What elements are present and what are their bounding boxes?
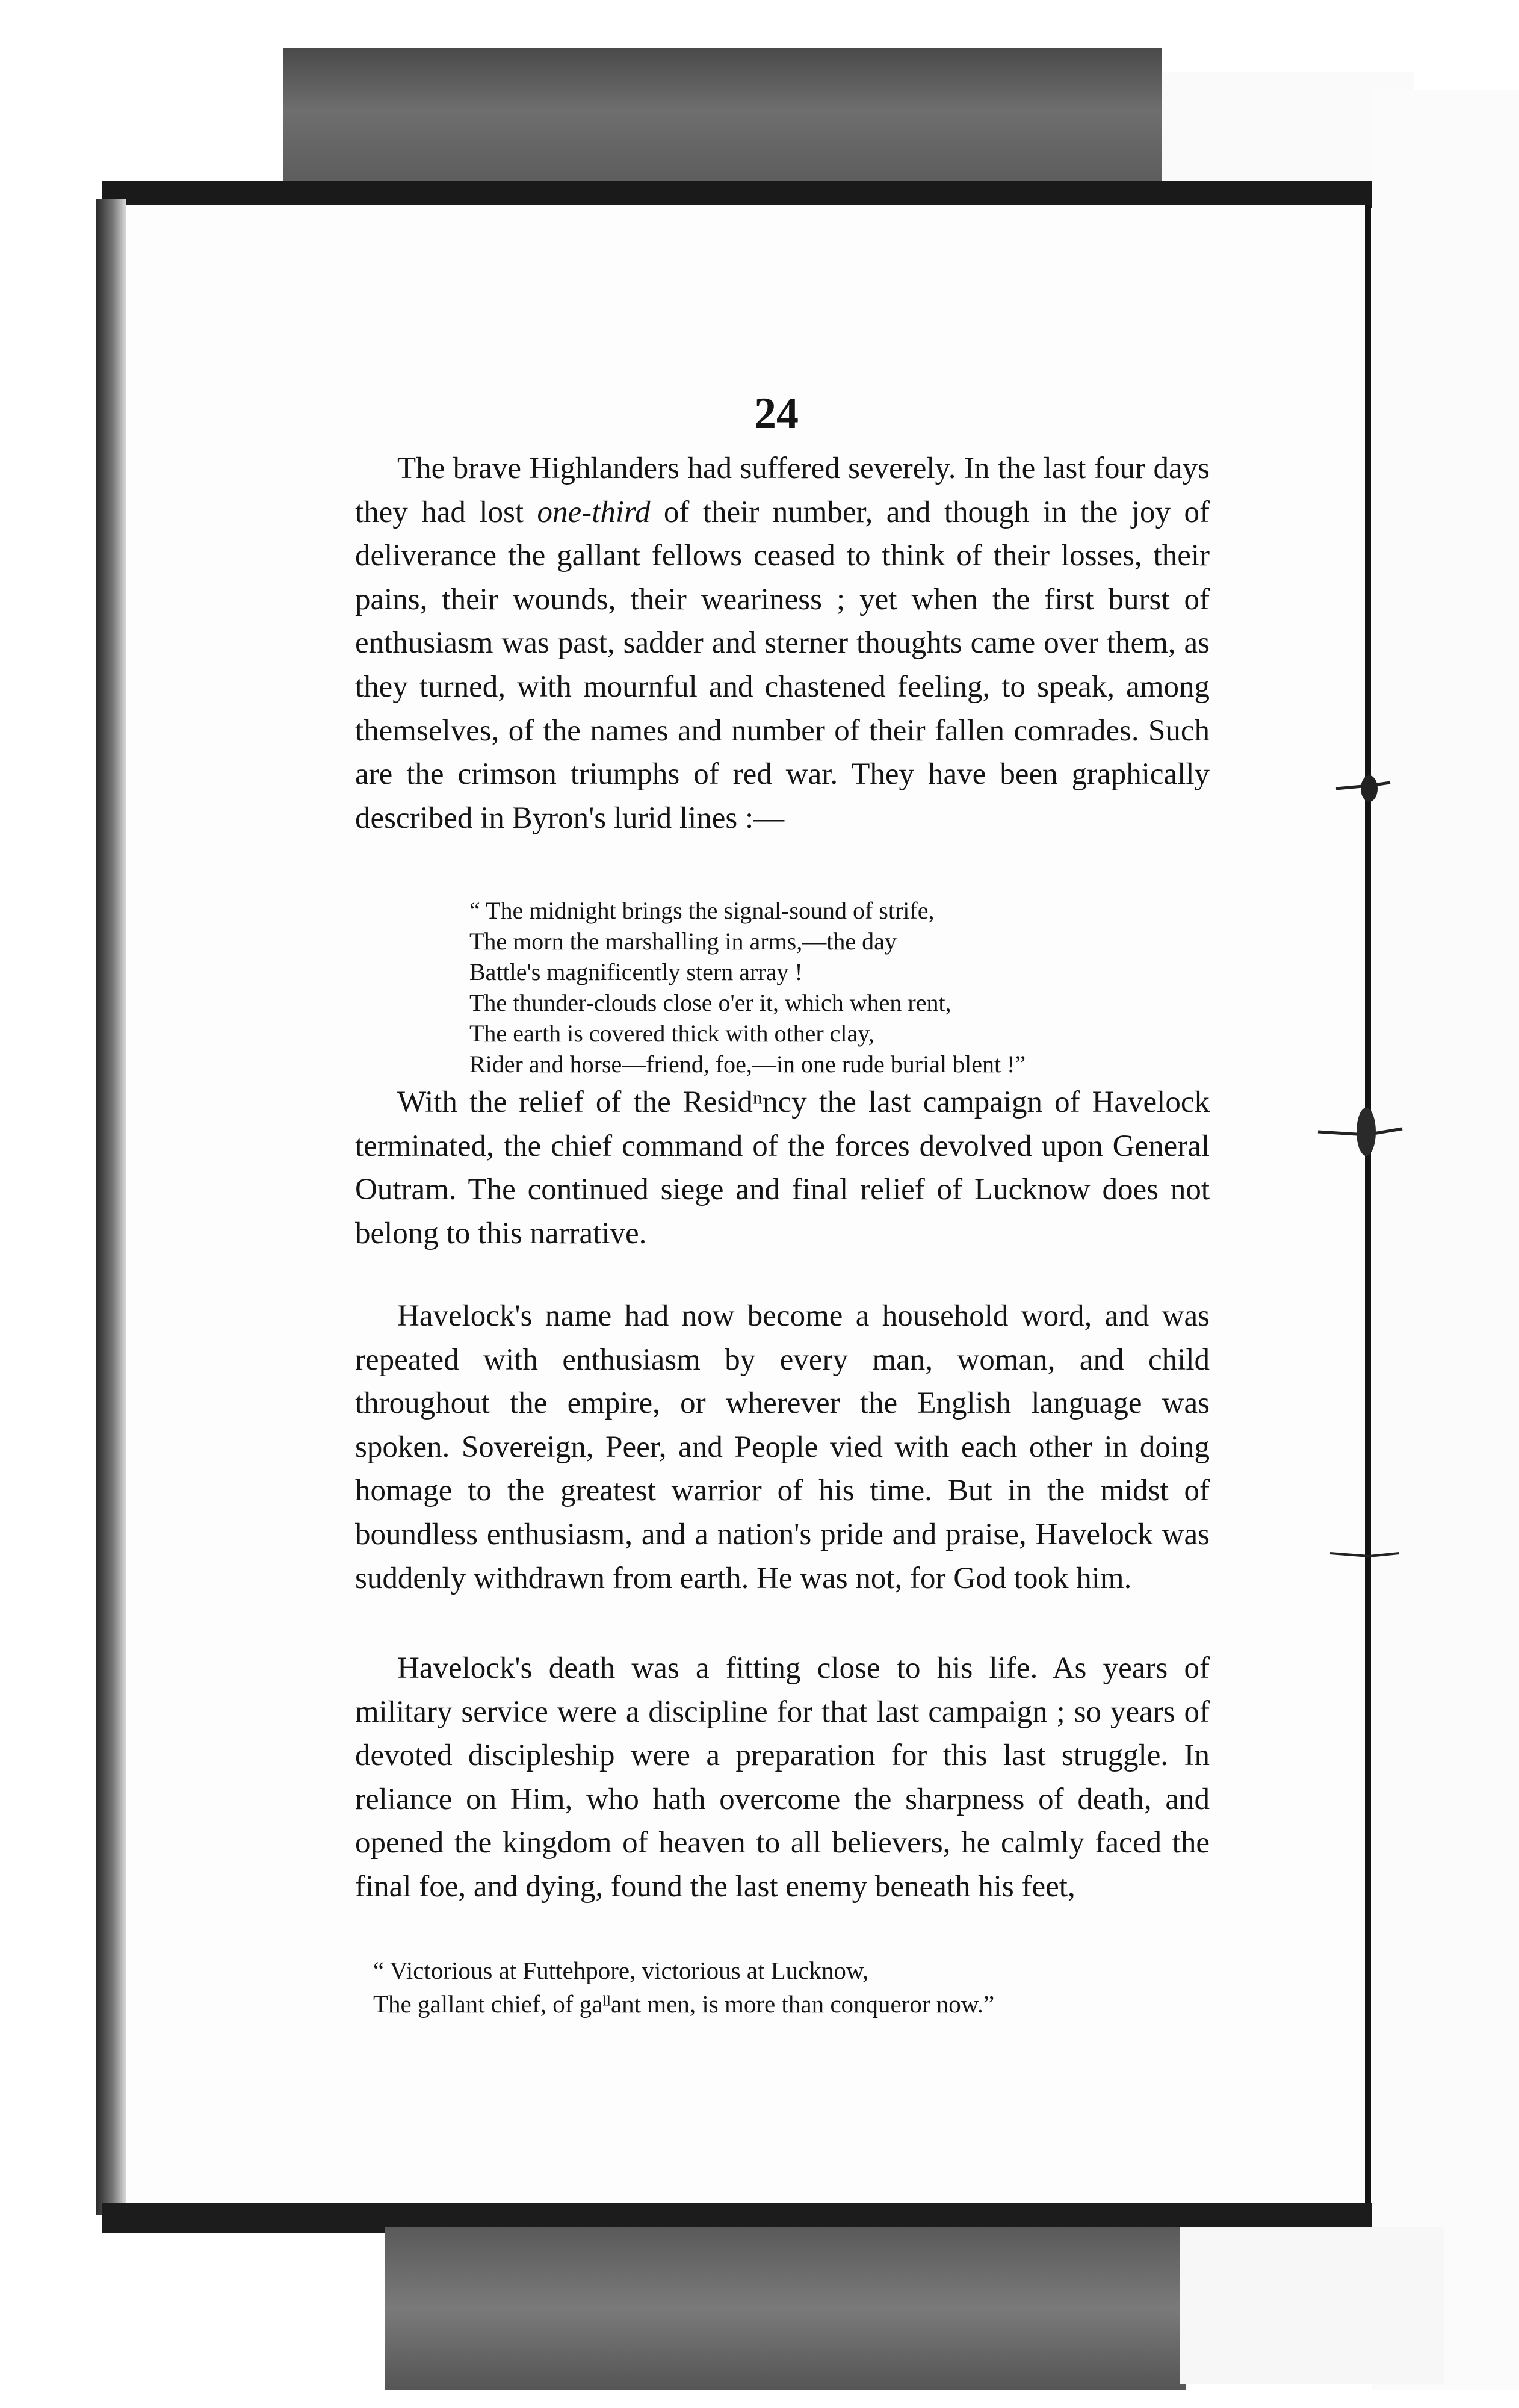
- verse-line: The thunder-clouds close o'er it, which when rent,: [469, 989, 951, 1016]
- paragraph-residency: With the relief of the Residⁿncy the last campaign of Havelock terminated, the chief command of the forces devolved upon General Outram. The continued siege and final relief of Lucknow does not belong to this narrative.: [355, 1085, 1210, 1250]
- scan-top-edge: [102, 181, 1372, 208]
- scan-top-band: [283, 48, 1162, 187]
- paragraph-text: The brave Highlanders had suffered severely. In the last four days they had lost: [355, 452, 1210, 529]
- verse-line: The earth is covered thick with other clay,: [469, 1020, 874, 1047]
- verse-line: Rider and horse—friend, foe,—in one rude burial blent !”: [469, 1050, 1026, 1078]
- page-number: 24: [754, 389, 799, 438]
- verse-line: “ The midnight brings the signal-sound of strife,: [469, 897, 935, 924]
- paragraph-death: Havelock's death was a fitting close to his life. As years of military service were a discipline for that last campaign ; so years of devoted discipleship were a preparation for this last struggle. In reliance on Him, who hath overcome the sharpness of death, and opened the kingdom of heaven to all believers, he calmly faced the final foe, and dying, found the last enemy beneath his feet,: [355, 1651, 1210, 1904]
- paragraph-text: of their number, and though in the joy of deliverance the gallant fellows ceased to think of their losses, their pains, their wounds, their weariness ; yet when the first burst of enthusiasm was past, sadder and sterner thoughts came over them, as they turned, with mournful and chastened feeling, to speak, among themselves, of the names and number of their fallen comrades. Such are the crimson triumphs of red war. They have been graphically described in Byron's lurid lines :—: [355, 495, 1210, 835]
- paragraph-household-word: Havelock's name had now become a household word, and was repeated with enthusiasm by every man, woman, and child throughout the empire, or wherever the English language was spoken. Sovereign, Peer, and People vied with each other in doing homage to the greatest warrior of his time. But in the midst of boundless enthusiasm, and a nation's pride and praise, Havelock was suddenly withdrawn from earth. He was not, for God took him.: [355, 1299, 1210, 1595]
- scan-right-block-bottom: [1180, 2227, 1444, 2384]
- emphasis-text: one-third: [537, 495, 651, 529]
- paragraph-highlanders: [355, 447, 1210, 840]
- binding-thread-marks: [1312, 759, 1408, 1601]
- verse-line: Battle's magnificently stern array !: [469, 958, 803, 985]
- verse-byron: [469, 895, 1192, 1079]
- scan-left-edge: [96, 199, 126, 2215]
- verse-epitaph: [373, 1953, 1216, 2021]
- verse-line: The gallant chief, of gaˡˡant men, is more than conqueror now.”: [373, 1990, 995, 2018]
- verse-line: “ Victorious at Futtehpore, victorious at Lucknow,: [373, 1956, 869, 1984]
- verse-line: The morn the marshalling in arms,—the day: [469, 928, 897, 955]
- scan-bottom-band: [385, 2227, 1186, 2390]
